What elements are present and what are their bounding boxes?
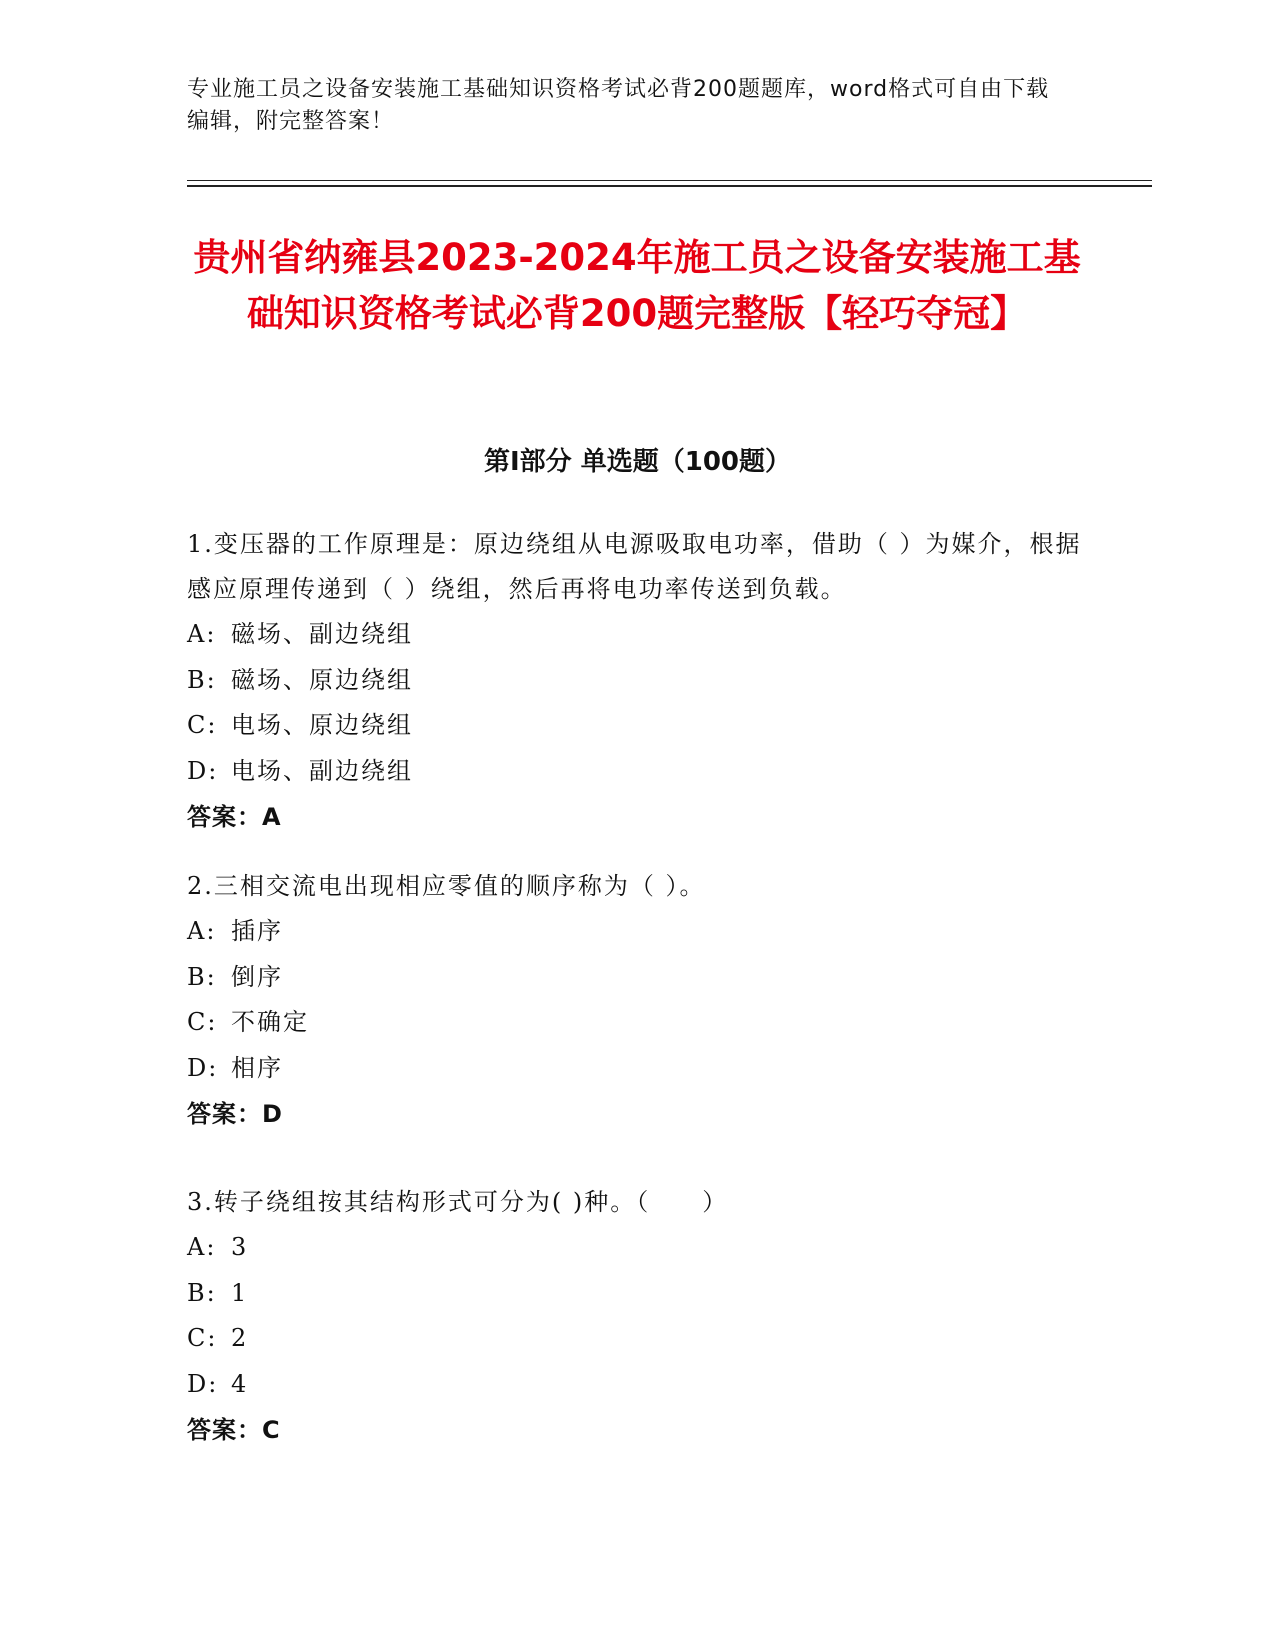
option-text: 电场、副边绕组 <box>231 756 413 785</box>
option-d <box>187 1362 1087 1408</box>
answer: 答案：D <box>187 1100 283 1128</box>
option-a <box>187 612 1087 658</box>
option-label: B: <box>187 665 217 694</box>
option-text: 磁场、原边绕组 <box>231 665 413 694</box>
option-label: A: <box>187 917 217 945</box>
option-label: C: <box>187 711 218 739</box>
option-a <box>187 1225 1087 1271</box>
option-label: D: <box>187 1369 219 1398</box>
document-title: 贵州省纳雍县2023-2024年施工员之设备安装施工基础知识资格考试必背200题完整版【轻巧夺冠】 <box>193 236 1081 335</box>
option-b <box>187 955 1087 1001</box>
question-2 <box>187 864 1087 1137</box>
answer: 答案：C <box>187 1416 281 1444</box>
section-heading: 第Ⅰ部分 单选题（100题） <box>484 447 791 477</box>
option-label: B: <box>187 962 217 991</box>
option-text: 2 <box>231 1324 249 1352</box>
header-rule-thin <box>187 180 1152 181</box>
option-text: 电场、原边绕组 <box>231 711 413 739</box>
option-text: 倒序 <box>231 962 283 991</box>
option-label: C: <box>187 1324 218 1352</box>
option-c <box>187 1316 1087 1362</box>
option-label: A: <box>187 1233 217 1261</box>
question-stem: 2.三相交流电出现相应零值的顺序称为（ ）。 <box>187 872 706 900</box>
question-stem: 3.转子绕组按其结构形式可分为( )种。（ ） <box>187 1188 729 1216</box>
option-text: 不确定 <box>231 1008 309 1036</box>
option-text: 磁场、副边绕组 <box>231 620 413 648</box>
option-c <box>187 1000 1087 1046</box>
option-label: D: <box>187 756 219 785</box>
option-text: 相序 <box>231 1053 283 1082</box>
question-1 <box>187 522 1087 840</box>
answer: 答案：A <box>187 803 282 831</box>
header-note: 专业施工员之设备安装施工基础知识资格考试必背200题题库，word格式可自由下载编辑，附完整答案！ <box>187 77 1050 134</box>
option-d <box>187 1046 1087 1092</box>
option-a <box>187 909 1087 955</box>
option-text: 1 <box>231 1278 249 1307</box>
option-text: 3 <box>231 1233 249 1261</box>
option-text: 4 <box>231 1369 249 1398</box>
option-label: C: <box>187 1008 218 1036</box>
option-b <box>187 1271 1087 1317</box>
option-c <box>187 703 1087 749</box>
option-text: 插序 <box>231 917 283 945</box>
option-b <box>187 658 1087 704</box>
option-label: D: <box>187 1053 219 1082</box>
option-label: A: <box>187 620 217 648</box>
question-3 <box>187 1180 1087 1453</box>
question-stem: 1.变压器的工作原理是：原边绕组从电源吸取电功率，借助（ ）为媒介，根据感应原理传递到（ ）绕组，然后再将电功率传送到负载。 <box>187 530 1082 603</box>
option-label: B: <box>187 1278 217 1307</box>
header-rule-thick <box>187 185 1152 187</box>
option-d <box>187 749 1087 795</box>
